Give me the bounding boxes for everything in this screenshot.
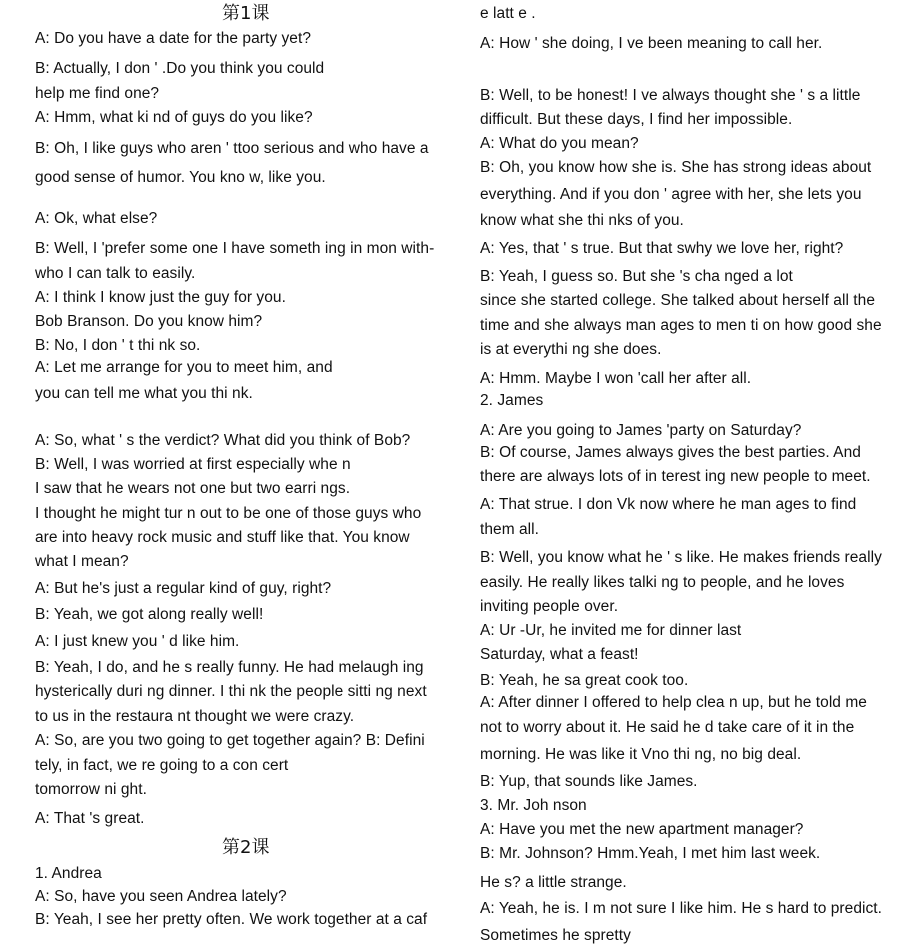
text-line: B: Yup, that sounds like James. — [480, 773, 698, 790]
text-line: A: After dinner I offered to help clea n up, but he told me — [480, 694, 867, 711]
text-line: you can tell me what you thi nk. — [35, 385, 253, 402]
text-line: A: So, are you two going to get together again? B: Defini — [35, 732, 425, 749]
text-line: B: Oh, you know how she is. She has strong ideas about — [480, 159, 872, 176]
text-line: hysterically duri ng dinner. I thi nk the people sitti ng next — [35, 683, 427, 700]
text-line: A: Ok, what else? — [35, 210, 158, 227]
text-line: A: I think I know just the guy for you. — [35, 289, 286, 306]
text-line: easily. He really likes talki ng to people, and he loves — [480, 574, 845, 591]
text-line: A: Do you have a date for the party yet? — [35, 30, 311, 47]
text-line: A: I just knew you ' d like him. — [35, 633, 240, 650]
text-line: A: That strue. I don Vk now where he man ages to find — [480, 496, 857, 513]
text-line: there are always lots of in terest ing new people to meet. — [480, 468, 871, 485]
text-line: B: Yeah, I do, and he s really funny. He had melaugh ing — [35, 659, 424, 676]
text-line: Bob Branson. Do you know him? — [35, 313, 263, 330]
text-line: A: That 's great. — [35, 810, 145, 827]
text-line: B: Mr. Johnson? Hmm.Yeah, I met him last week. — [480, 845, 821, 862]
text-line: A: So, have you seen Andrea lately? — [35, 888, 287, 905]
text-line: everything. And if you don ' agree with her, she lets you — [480, 186, 862, 203]
text-line: since she started college. She talked about herself all the — [480, 292, 875, 309]
text-line: not to worry about it. He said he d take care of it in the — [480, 719, 855, 736]
text-line: morning. He was like it Vno thi ng, no big deal. — [480, 746, 802, 763]
text-line: Sometimes he spretty — [480, 927, 631, 944]
text-line: time and she always man ages to men ti on how good she — [480, 317, 882, 334]
lesson-2-heading: 第2课 — [222, 837, 270, 858]
text-line: B: Well, to be honest! I ve always thought she ' s a little — [480, 87, 861, 104]
text-line: B: Well, you know what he ' s like. He makes friends really — [480, 549, 882, 566]
text-line: 1. Andrea — [35, 865, 102, 882]
text-line: B: Oh, I like guys who aren ' ttoo serious and who have a — [35, 140, 429, 157]
text-line: A: So, what ' s the verdict? What did you think of Bob? — [35, 432, 411, 449]
text-line: B: Yeah, I see her pretty often. We work together at a caf — [35, 911, 428, 928]
text-line: B: Yeah, he sa great cook too. — [480, 672, 689, 689]
text-line: what I mean? — [35, 553, 129, 570]
text-line: B: No, I don ' t thi nk so. — [35, 337, 201, 354]
text-line: B: Well, I 'prefer some one I have someth ing in mon with- — [35, 240, 435, 257]
text-line: 2. James — [480, 392, 544, 409]
text-line: B: Yeah, I guess so. But she 's cha nged a lot — [480, 268, 793, 285]
text-line: tely, in fact, we re going to a con cert — [35, 757, 289, 774]
text-line: A: How ' she doing, I ve been meaning to call her. — [480, 35, 823, 52]
lesson-1-heading: 第1课 — [222, 3, 270, 24]
text-line: help me find one? — [35, 85, 160, 102]
text-line: A: Hmm. Maybe I won 'call her after all. — [480, 370, 752, 387]
text-line: A: Yes, that ' s true. But that swhy we love her, right? — [480, 240, 844, 257]
text-line: A: What do you mean? — [480, 135, 639, 152]
text-line: B: Actually, I don ' .Do you think you could — [35, 60, 325, 77]
text-line: He s? a little strange. — [480, 874, 627, 891]
text-line: are into heavy rock music and stuff like that. You know — [35, 529, 410, 546]
text-line: Saturday, what a feast! — [480, 646, 639, 663]
text-line: B: Well, I was worried at first especially whe n — [35, 456, 351, 473]
text-line: A: Are you going to James 'party on Saturday? — [480, 422, 802, 439]
text-line: A: Ur -Ur, he invited me for dinner last — [480, 622, 742, 639]
text-line: to us in the restaura nt thought we were crazy. — [35, 708, 355, 725]
text-line: A: But he's just a regular kind of guy, right? — [35, 580, 332, 597]
text-line: difficult. But these days, I find her impossible. — [480, 111, 793, 128]
text-line: is at everythi ng she does. — [480, 341, 662, 358]
text-line: A: Have you met the new apartment manager? — [480, 821, 804, 838]
text-line: tomorrow ni ght. — [35, 781, 147, 798]
text-line: B: Yeah, we got along really well! — [35, 606, 264, 623]
text-line: A: Let me arrange for you to meet him, and — [35, 359, 333, 376]
text-line: I saw that he wears not one but two earri ngs. — [35, 480, 351, 497]
text-line: B: Of course, James always gives the best parties. And — [480, 444, 861, 461]
text-line: good sense of humor. You kno w, like you. — [35, 169, 326, 186]
text-line: A: Hmm, what ki nd of guys do you like? — [35, 109, 313, 126]
text-line: I thought he might tur n out to be one of those guys who — [35, 505, 422, 522]
text-line: them all. — [480, 521, 540, 538]
text-line: A: Yeah, he is. I m not sure I like him. He s hard to predict. — [480, 900, 882, 917]
text-line: know what she thi nks of you. — [480, 212, 684, 229]
text-line: e latt e . — [480, 5, 536, 22]
text-line: inviting people over. — [480, 598, 619, 615]
text-line: who I can talk to easily. — [35, 265, 196, 282]
text-line: 3. Mr. Joh nson — [480, 797, 587, 814]
